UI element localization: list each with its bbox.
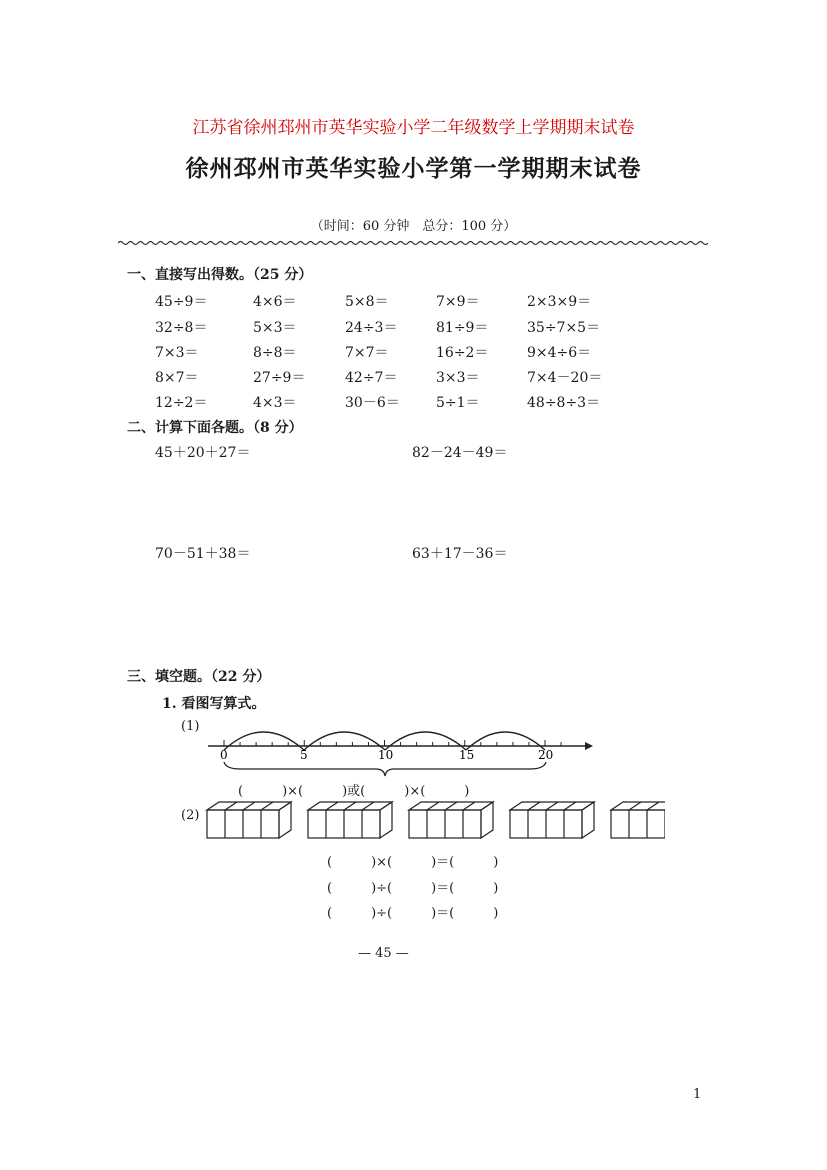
section-2-heading: 二、计算下面各题。（8 分） xyxy=(127,420,303,436)
calc-item: 4×3＝ xyxy=(253,395,297,411)
calc-item: 16÷2＝ xyxy=(436,345,489,361)
calc-item: 5×8＝ xyxy=(345,294,389,310)
part-2-label: (2) xyxy=(181,808,200,823)
calc-item: 5×3＝ xyxy=(253,320,297,336)
calc-item: 4×6＝ xyxy=(253,294,297,310)
jump-arc xyxy=(224,732,304,750)
calc-item: 30－6＝ xyxy=(345,395,400,411)
section-1-heading: 一、直接写出得数。（25 分） xyxy=(127,267,313,283)
calc-item: 8×7＝ xyxy=(155,370,199,386)
calc-item: 3×3＝ xyxy=(436,370,480,386)
part-1-answer-blank: ( )×( )或( )×( ) xyxy=(238,784,470,799)
calc-problem: 70－51＋38＝ xyxy=(155,546,251,562)
tick-label: 20 xyxy=(538,748,554,762)
calc-item: 8÷8＝ xyxy=(253,345,297,361)
calc-item: 48÷8÷3＝ xyxy=(527,395,601,411)
calc-item: 5÷1＝ xyxy=(436,395,480,411)
tick-label: 10 xyxy=(378,748,394,762)
page-number: 1 xyxy=(693,1087,702,1102)
calc-item: 7×3＝ xyxy=(155,345,199,361)
cube-box xyxy=(308,802,392,838)
calc-item: 42÷7＝ xyxy=(345,370,398,386)
number-line xyxy=(200,712,595,782)
exam-title: 徐州邳州市英华实验小学第一学期期末试卷 xyxy=(185,155,642,182)
calc-item: 12÷2＝ xyxy=(155,395,208,411)
question-1-title: 1. 看图写算式。 xyxy=(162,696,266,712)
calc-item: 7×9＝ xyxy=(436,294,480,310)
brace xyxy=(224,762,546,776)
cube-box xyxy=(409,802,493,838)
calc-item: 27÷9＝ xyxy=(253,370,306,386)
calc-item: 7×4－20＝ xyxy=(527,370,603,386)
tick-label: 15 xyxy=(459,748,475,762)
part-2-answer-blank: ( )×( )＝( ) xyxy=(327,855,499,870)
tick-label: 0 xyxy=(220,748,228,762)
part-1-label: (1) xyxy=(181,719,200,734)
calc-item: 2×3×9＝ xyxy=(527,294,592,310)
calc-item: 45÷9＝ xyxy=(155,294,208,310)
jump-arc xyxy=(385,732,466,750)
tick-label: 5 xyxy=(300,748,308,762)
calc-problem: 63＋17－36＝ xyxy=(412,546,508,562)
calc-item: 7×7＝ xyxy=(345,345,389,361)
cube-boxes xyxy=(205,800,665,848)
cube-box xyxy=(510,802,594,838)
exam-info: （时间：60 分钟 总分：100 分） xyxy=(310,219,517,234)
scan-page-number: — 45 — xyxy=(358,946,409,961)
calc-problem: 45＋20＋27＝ xyxy=(155,445,251,461)
document-title: 江苏省徐州邳州市英华实验小学二年级数学上学期期末试卷 xyxy=(192,118,635,138)
cube-box xyxy=(207,802,291,838)
cube-box xyxy=(611,802,665,838)
jump-arc xyxy=(466,732,545,750)
part-2-answer-blank: ( )÷( )＝( ) xyxy=(327,881,499,896)
calc-item: 35÷7×5＝ xyxy=(527,320,601,336)
calc-item: 81÷9＝ xyxy=(436,320,489,336)
decorative-divider xyxy=(118,240,708,246)
calc-item: 24÷3＝ xyxy=(345,320,398,336)
section-3-heading: 三、填空题。（22 分） xyxy=(127,669,271,685)
calc-item: 9×4÷6＝ xyxy=(527,345,592,361)
part-2-answer-blank: ( )÷( )＝( ) xyxy=(327,906,499,921)
calc-item: 32÷8＝ xyxy=(155,320,208,336)
jump-arc xyxy=(304,732,385,750)
calc-problem: 82－24－49＝ xyxy=(412,445,508,461)
